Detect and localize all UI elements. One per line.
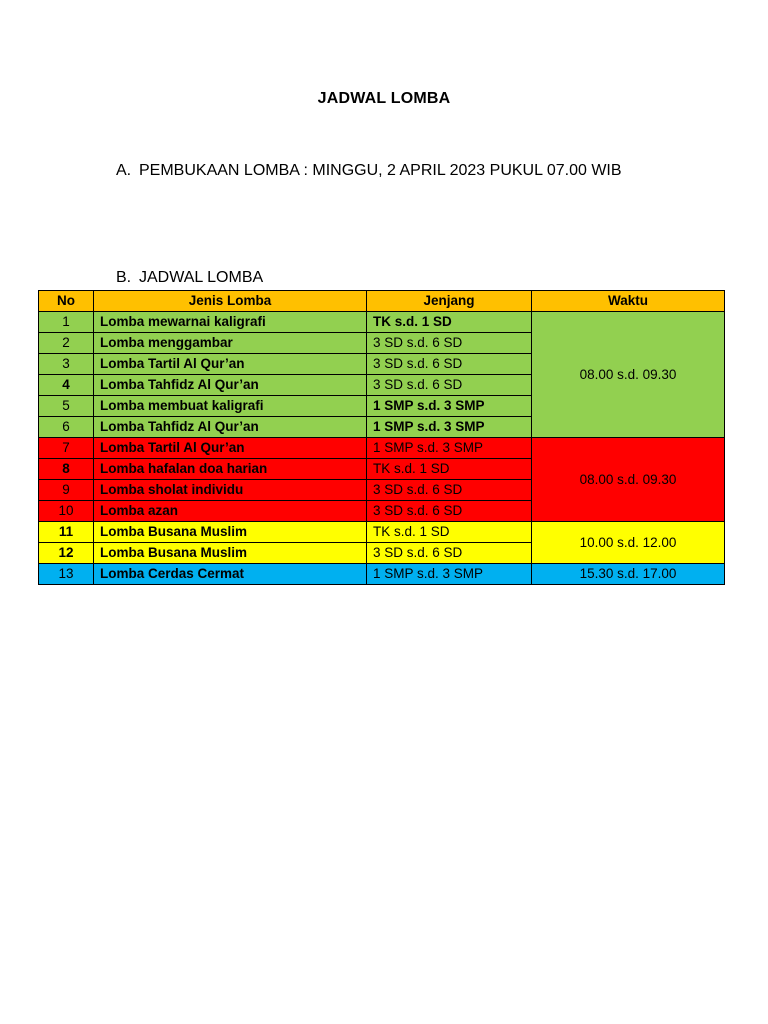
page-title: JADWAL LOMBA xyxy=(317,90,451,107)
cell-waktu-group2: 08.00 s.d. 09.30 xyxy=(532,438,725,522)
cell-jenis: Lomba azan xyxy=(94,501,367,522)
cell-jenis: Lomba hafalan doa harian xyxy=(94,459,367,480)
cell-waktu-group4: 15.30 s.d. 17.00 xyxy=(532,564,725,585)
cell-no: 2 xyxy=(39,333,94,354)
cell-waktu-group1: 08.00 s.d. 09.30 xyxy=(532,312,725,438)
cell-jenis: Lomba mewarnai kaligrafi xyxy=(94,312,367,333)
cell-jenjang: 3 SD s.d. 6 SD xyxy=(367,501,532,522)
cell-jenjang: TK s.d. 1 SD xyxy=(367,312,532,333)
cell-jenjang: 3 SD s.d. 6 SD xyxy=(367,333,532,354)
cell-jenjang: 1 SMP s.d. 3 SMP xyxy=(367,564,532,585)
cell-jenis: Lomba Tahfidz Al Qur’an xyxy=(94,417,367,438)
cell-no: 13 xyxy=(39,564,94,585)
cell-jenjang: 3 SD s.d. 6 SD xyxy=(367,543,532,564)
cell-jenis: Lomba Tartil Al Qur’an xyxy=(94,354,367,375)
cell-no: 4 xyxy=(39,375,94,396)
header-waktu: Waktu xyxy=(532,291,725,312)
cell-jenis: Lomba menggambar xyxy=(94,333,367,354)
cell-jenjang: 1 SMP s.d. 3 SMP xyxy=(367,396,532,417)
header-no: No xyxy=(39,291,94,312)
list-marker: B. xyxy=(116,269,132,286)
cell-jenjang: 1 SMP s.d. 3 SMP xyxy=(367,438,532,459)
table-row xyxy=(39,312,725,333)
cell-jenis: Lomba Tartil Al Qur’an xyxy=(94,438,367,459)
cell-jenis: Lomba membuat kaligrafi xyxy=(94,396,367,417)
cell-no: 7 xyxy=(39,438,94,459)
cell-no: 1 xyxy=(39,312,94,333)
header-jenjang: Jenjang xyxy=(367,291,532,312)
cell-jenis: Lomba Busana Muslim xyxy=(94,543,367,564)
cell-jenjang: 1 SMP s.d. 3 SMP xyxy=(367,417,532,438)
cell-no: 3 xyxy=(39,354,94,375)
table-row xyxy=(39,438,725,459)
table-row xyxy=(39,564,725,585)
schedule-table xyxy=(38,290,725,585)
cell-no: 10 xyxy=(39,501,94,522)
list-item-text: JADWAL LOMBA xyxy=(139,269,264,286)
cell-no: 5 xyxy=(39,396,94,417)
list-marker: A. xyxy=(116,162,132,179)
list-item-opening xyxy=(116,153,676,189)
cell-no: 9 xyxy=(39,480,94,501)
list-item-text: PEMBUKAAN LOMBA : MINGGU, 2 APRIL 2023 PUKUL 07.00 WIB xyxy=(139,162,622,179)
cell-jenis: Lomba sholat individu xyxy=(94,480,367,501)
cell-no: 8 xyxy=(39,459,94,480)
cell-jenjang: 3 SD s.d. 6 SD xyxy=(367,480,532,501)
cell-no: 11 xyxy=(39,522,94,543)
cell-jenjang: TK s.d. 1 SD xyxy=(367,459,532,480)
cell-jenjang: 3 SD s.d. 6 SD xyxy=(367,354,532,375)
cell-waktu-group3: 10.00 s.d. 12.00 xyxy=(532,522,725,564)
cell-jenjang: TK s.d. 1 SD xyxy=(367,522,532,543)
table-row xyxy=(39,522,725,543)
cell-jenjang: 3 SD s.d. 6 SD xyxy=(367,375,532,396)
cell-jenis: Lomba Busana Muslim xyxy=(94,522,367,543)
cell-no: 12 xyxy=(39,543,94,564)
cell-jenis: Lomba Cerdas Cermat xyxy=(94,564,367,585)
cell-no: 6 xyxy=(39,417,94,438)
table-header-row xyxy=(39,291,725,312)
cell-jenis: Lomba Tahfidz Al Qur’an xyxy=(94,375,367,396)
header-jenis-lomba: Jenis Lomba xyxy=(94,291,367,312)
